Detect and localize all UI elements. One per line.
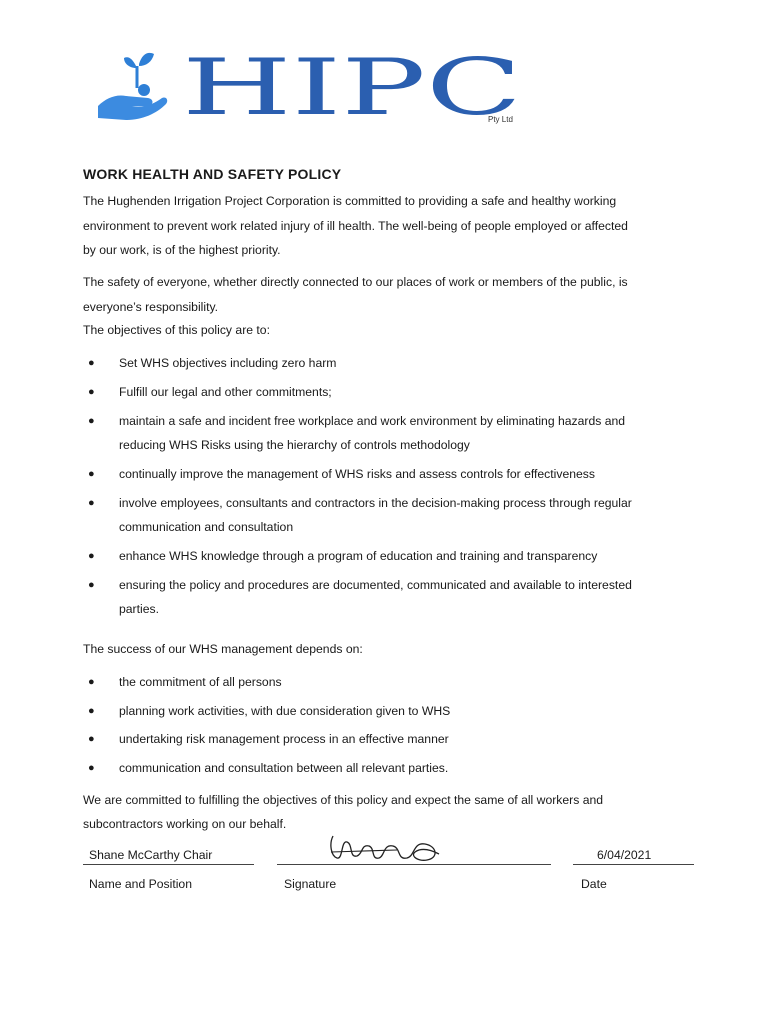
objective-item: reducing WHS Risks using the hierarchy of controls methodology <box>119 438 470 452</box>
objective-item: communication and consultation <box>119 520 294 534</box>
date-label: Date <box>581 877 607 891</box>
bullet-icon: ● <box>88 497 95 509</box>
bullet-icon: ● <box>88 762 95 774</box>
objective-item: involve employees, consultants and contractors in the decision-making process through regular <box>119 496 632 510</box>
page-title: WORK HEALTH AND SAFETY POLICY <box>83 166 342 182</box>
success-item: planning work activities, with due consideration given to WHS <box>119 704 451 718</box>
safety-line: The safety of everyone, whether directly connected to our places of work or members of the public, is <box>83 275 628 289</box>
name-position-value: Shane McCarthy Chair <box>89 848 213 862</box>
bullet-icon: ● <box>88 415 95 427</box>
bullet-icon: ● <box>88 579 95 591</box>
success-item: communication and consultation between all relevant parties. <box>119 761 449 775</box>
signature-label: Signature <box>284 877 337 891</box>
handwritten-signature <box>327 830 447 864</box>
intro-line: environment to prevent work related injury of ill health. The well-being of people employed or affected <box>83 219 628 233</box>
objective-item: Set WHS objectives including zero harm <box>119 356 337 370</box>
objective-item: continually improve the management of WHS risks and assess controls for effectiveness <box>119 467 595 481</box>
name-line <box>83 864 254 865</box>
safety-line: everyone’s responsibility. <box>83 300 219 314</box>
closing-line: We are committed to fulfilling the objectives of this policy and expect the same of all workers and <box>83 793 604 807</box>
logo-suffix: Pty Ltd <box>488 115 513 124</box>
bullet-icon: ● <box>88 386 95 398</box>
closing-line: subcontractors working on our behalf. <box>83 817 287 831</box>
signature-line <box>277 864 551 865</box>
bullet-icon: ● <box>88 733 95 745</box>
success-intro: The success of our WHS management depends on: <box>83 642 363 656</box>
bullet-icon: ● <box>88 705 95 717</box>
objective-item: Fulfill our legal and other commitments; <box>119 385 332 399</box>
bullet-icon: ● <box>88 676 95 688</box>
date-value: 6/04/2021 <box>597 848 652 862</box>
objective-item: ensuring the policy and procedures are documented, communicated and available to interested <box>119 578 632 592</box>
intro-line: by our work, is of the highest priority. <box>83 243 281 257</box>
objective-item: maintain a safe and incident free workplace and work environment by eliminating hazards and <box>119 414 626 428</box>
svg-text:HIPC: HIPC <box>182 48 522 130</box>
bullet-icon: ● <box>88 550 95 562</box>
bullet-icon: ● <box>88 357 95 369</box>
company-logo <box>92 48 532 130</box>
objectives-intro: The objectives of this policy are to: <box>83 323 270 337</box>
date-line <box>573 864 694 865</box>
objective-item: enhance WHS knowledge through a program of education and training and transparency <box>119 549 598 563</box>
bullet-icon: ● <box>88 468 95 480</box>
objective-item: parties. <box>119 602 159 616</box>
success-item: undertaking risk management process in an effective manner <box>119 732 449 746</box>
success-item: the commitment of all persons <box>119 675 282 689</box>
name-position-label: Name and Position <box>89 877 192 891</box>
hand-with-sprout-icon <box>92 48 532 130</box>
intro-line: The Hughenden Irrigation Project Corporation is committed to providing a safe and healthy working <box>83 194 617 208</box>
